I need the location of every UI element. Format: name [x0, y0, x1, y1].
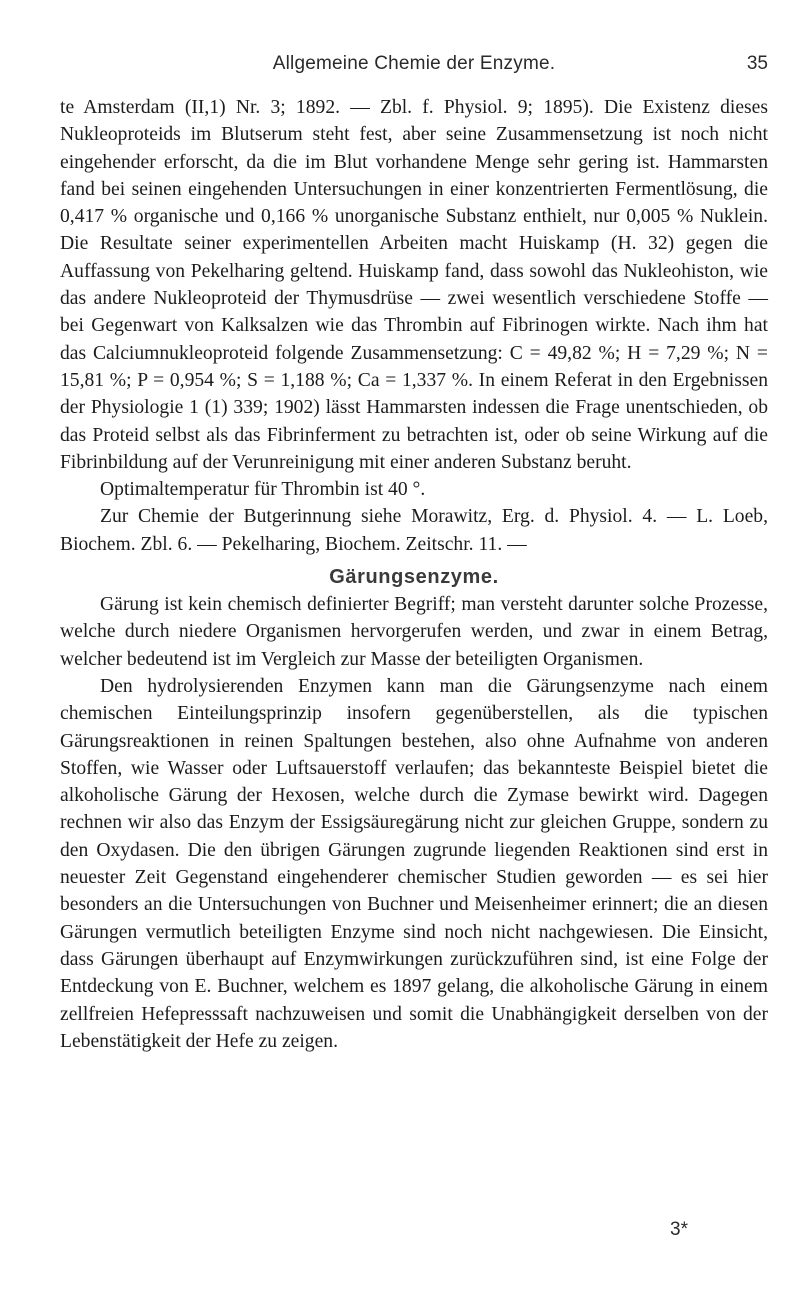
section-heading: Gärungsenzyme. [329, 566, 499, 589]
paragraph-optimal-temperature: Optimaltemperatur für Thrombin ist 40 °. [100, 479, 426, 501]
paragraph-definition: Gärung ist kein chemisch definierter Begriff; man versteht darunter solche Prozesse, welche durch niedere Organismen hervorgerufen werden, und zwar in einem Betrag, welcher bedeutend ist im Vergleich zur Masse der beteiligten Organismen. [60, 594, 768, 670]
paragraph-continuation: te Amsterdam (II,1) Nr. 3; 1892. — Zbl. f. Physiol. 9; 1895). Die Existenz dieses Nukleoproteids im Blutserum steht fest, aber seine Zusammensetzung ist noch nicht eingehender erforscht, da die im Blut vorhandene Menge sehr gering ist. Hammarsten fand bei seinen eingehenden Untersuchungen in einer konzentrierten Fermentlösung, die 0,417 % organische und 0,166 % unorganische Substanz enthielt, nur 0,005 % Nuklein. Die Resultate seiner experimentellen Arbeiten macht Huiskamp (H. 32) gegen die Auffassung von Pekelharing geltend. Huiskamp fand, dass sowohl das Nukleohiston, wie das andere Nukleoproteid der Thymusdrüse — zwei wesentlich verschiedene Stoffe — bei Gegenwart von Kalksalzen wie das Thrombin auf Fibrinogen wirkte. Nach ihm hat das Calciumnukleoproteid folgende Zusammensetzung: C = 49,82 %; H = 7,29 %; N = 15,81 %; P = 0,954 %; S = 1,188 %; Ca = 1,337 %. In einem Referat in den Ergebnissen der Physiologie 1 (1) 339; 1902) lässt Hammarsten indessen die Frage unentschieden, ob das Proteid selbst als das Fibrinferment zu betrachten ist, oder ob seine Wirkung auf die Fibrinbildung auf der Verunreinigung mit einer anderen Substanz beruht. [60, 97, 768, 473]
paragraph-fermentation-enzymes: Den hydrolysierenden Enzymen kann man die Gärungsenzyme nach einem chemischen Einteilungsprinzip insofern gegenüberstellen, als die typischen Gärungsreaktionen in reinen Spaltungen bestehen, also ohne Aufnahme von anderen Stoffen, wie Wasser oder Luftsauerstoff verlaufen; das bekannteste Beispiel bietet die alkoholische Gärung der Hexosen, welche durch die Zymase bewirkt wird. Dagegen rechnen wir also das Enzym der Essigsäuregärung nicht zur gleichen Gruppe, sondern zu den Oxydasen. Die den übrigen Gärungen zugrunde liegenden Reaktionen sind erst in neuester Zeit Gegenstand eingehenderer chemischer Studien geworden — es sei hier besonders an die Untersuchungen von Buchner und Meisenheimer erinnert; die an diesen Gärungen vermutlich beteiligten Enzyme sind noch nicht nachgewiesen. Die Einsicht, dass Gärungen überhaupt auf Enzymwirkungen zurückzuführen sind, ist eine Folge der Entdeckung von E. Buchner, welchem es 1897 gelang, die alkoholische Gärung in einem zellfreien Hefepresssaft nachzuweisen und somit die Unabhängigkeit derselben von der Lebenstätigkeit der Hefe zu zeigen. [60, 675, 768, 1052]
running-title: Allgemeine Chemie der Enzyme. [272, 53, 556, 74]
page-header [60, 53, 768, 83]
page-number: 35 [746, 53, 768, 74]
main-text [60, 94, 768, 1055]
paragraph-references: Zur Chemie der Butgerinnung siehe Morawitz, Erg. d. Physiol. 4. — L. Loeb, Biochem. Zbl. 6. — Pekelharing, Biochem. Zeitschr. 11. — [60, 506, 768, 555]
signature-mark: 3* [670, 1219, 688, 1240]
